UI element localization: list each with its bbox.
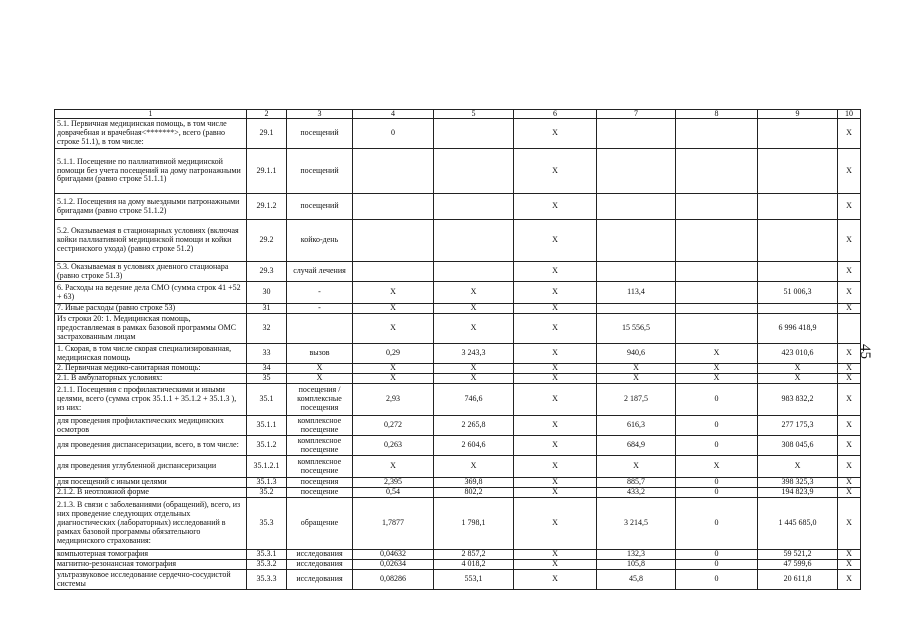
table-cell: 35.2 [247,488,287,498]
table-cell: 0 [353,119,434,149]
table-cell: посещений [287,119,353,149]
row-label: Из строки 20: 1. Медицинская помощь, предоставляемая в рамках базовой программы ОМС застрахованным лицам [55,314,247,344]
table-cell: комплексное посещение [287,456,353,478]
table-cell: X [514,262,597,282]
table-cell: 983 832,2 [758,384,838,416]
table-cell: 3 214,5 [597,498,676,550]
row-label: 5.3. Оказываемая в условиях дневного стационара (равно строке 51.3) [55,262,247,282]
table-cell: 20 611,8 [758,570,838,590]
table-cell: 2 265,8 [434,416,514,436]
table-cell: X [514,488,597,498]
table-cell: X [353,374,434,384]
table-cell [676,119,758,149]
table-cell: посещения [287,478,353,488]
table-cell: X [353,456,434,478]
table-cell [758,149,838,194]
table-cell [353,220,434,262]
table-cell: 616,3 [597,416,676,436]
table-cell: 32 [247,314,287,344]
table-cell: 369,8 [434,478,514,488]
table-cell: 2,395 [353,478,434,488]
row-label: для проведения углубленной диспансеризации [55,456,247,478]
table-cell: 35.1.2.1 [247,456,287,478]
row-label: 2. Первичная медико-санитарная помощь: [55,364,247,374]
table-cell: 3 243,3 [434,344,514,364]
table-cell: 885,7 [597,478,676,488]
table-cell: X [514,220,597,262]
table-cell: 6 996 418,9 [758,314,838,344]
table-cell: X [838,374,861,384]
table-cell: 0,272 [353,416,434,436]
table-cell: X [597,364,676,374]
table-cell: 29.2 [247,220,287,262]
table-row [55,304,861,314]
table-cell: X [353,364,434,374]
table-cell [758,304,838,314]
table-cell [353,194,434,220]
table-cell: исследования [287,570,353,590]
column-number-6: 6 [514,110,597,119]
table-row [55,364,861,374]
table-cell: 0 [676,498,758,550]
table-cell [597,220,676,262]
table-cell: X [838,436,861,456]
table-row [55,550,861,560]
table-cell [434,119,514,149]
table-cell: 0,263 [353,436,434,456]
column-number-2: 2 [247,110,287,119]
table-cell: 1 445 685,0 [758,498,838,550]
table-cell: X [676,374,758,384]
table-cell: 35.3.1 [247,550,287,560]
table-cell: X [838,344,861,364]
table-cell: случай лечения [287,262,353,282]
table-cell: X [514,364,597,374]
table-cell: 1 798,1 [434,498,514,550]
table-cell: - [287,304,353,314]
table-row [55,384,861,416]
table-cell: 0 [676,478,758,488]
table-cell: X [838,282,861,304]
table-cell: 940,6 [597,344,676,364]
table-cell: X [514,478,597,488]
table-cell: X [838,550,861,560]
table-cell: X [434,304,514,314]
table-cell: посещений [287,194,353,220]
table-cell: X [838,364,861,374]
table-cell: X [514,374,597,384]
table-cell: 433,2 [597,488,676,498]
row-label: 5.1.1. Посещение по паллиативной медицинской помощи без учета посещений на дому патронажными бригадами (равно строке 51.1.1) [55,149,247,194]
table-cell: X [353,304,434,314]
table-row [55,282,861,304]
table-cell: 0 [676,384,758,416]
row-label: 5.2. Оказываемая в стационарных условиях (включая койки паллиативной медицинской помощи и койки сестринского ухода) (равно строке 51.2) [55,220,247,262]
table-cell: 802,2 [434,488,514,498]
table-cell: 684,9 [597,436,676,456]
table-row [55,194,861,220]
column-number-9: 9 [758,110,838,119]
table-cell: X [514,119,597,149]
table-cell: комплексное посещение [287,436,353,456]
table-body [55,119,861,590]
table-cell: X [514,416,597,436]
table-cell [434,220,514,262]
table-cell: 4 018,2 [434,560,514,570]
table-cell: посещение [287,488,353,498]
table-cell: X [514,149,597,194]
table-cell: X [514,304,597,314]
table-cell: X [758,374,838,384]
table-cell [597,194,676,220]
table-cell: 553,1 [434,570,514,590]
table-cell: 105,8 [597,560,676,570]
table-cell: X [838,119,861,149]
table-cell: 2 187,5 [597,384,676,416]
table-cell [758,262,838,282]
table-cell: 0 [676,436,758,456]
table-cell: X [514,384,597,416]
column-number-8: 8 [676,110,758,119]
table-cell [676,194,758,220]
table-cell: X [676,364,758,374]
table-cell [676,262,758,282]
table-cell: 29.3 [247,262,287,282]
column-number-10: 10 [838,110,861,119]
table-cell: X [353,282,434,304]
table-row [55,149,861,194]
table-row [55,488,861,498]
table-cell: 45,8 [597,570,676,590]
table-cell: вызов [287,344,353,364]
table-cell: 0 [676,416,758,436]
table-row [55,498,861,550]
table-cell: 35.1.2 [247,436,287,456]
table-cell: X [838,570,861,590]
table-cell: 34 [247,364,287,374]
table-cell: X [838,416,861,436]
table-cell: 277 175,3 [758,416,838,436]
table-cell: X [838,456,861,478]
table-cell: исследования [287,560,353,570]
row-label: 7. Иные расходы (равно строке 53) [55,304,247,314]
row-label: для проведения диспансеризации, всего, в том числе: [55,436,247,456]
table-cell: X [838,304,861,314]
table-row [55,560,861,570]
table-cell [676,149,758,194]
table-cell: X [287,364,353,374]
table-cell: X [514,560,597,570]
table-cell [287,314,353,344]
table-cell: 0,08286 [353,570,434,590]
table-cell: X [434,364,514,374]
data-table [54,109,861,590]
table-cell: 15 556,5 [597,314,676,344]
table-cell [597,304,676,314]
table-cell: 0,54 [353,488,434,498]
table-cell: 47 599,6 [758,560,838,570]
table-row [55,314,861,344]
table-cell: X [514,436,597,456]
table-cell: 30 [247,282,287,304]
table-cell: X [514,456,597,478]
row-label: 5.1. Первичная медицинская помощь, в том числе доврачебная и врачебная<*******>, всего (равно строке 51.1), в том числе: [55,119,247,149]
table-cell: койко-день [287,220,353,262]
table-row [55,262,861,282]
row-label: 1. Скорая, в том числе скорая специализированная, медицинская помощь [55,344,247,364]
table-row [55,570,861,590]
table-cell [758,194,838,220]
table-row [55,220,861,262]
table-cell: 59 521,2 [758,550,838,560]
table-cell: 35.1.1 [247,416,287,436]
table-cell: X [287,374,353,384]
table-cell: X [838,560,861,570]
table-cell: X [758,364,838,374]
table-cell: 1,7877 [353,498,434,550]
table-cell [597,119,676,149]
row-label: для проведения профилактических медицинских осмотров [55,416,247,436]
page-number: 45 [857,344,873,359]
table-cell [676,314,758,344]
table-cell [434,262,514,282]
table-row [55,478,861,488]
row-label: ультразвуковое исследование сердечно-сосудистой системы [55,570,247,590]
table-cell: X [838,488,861,498]
table-cell: 0 [676,550,758,560]
table-cell: 0,02634 [353,560,434,570]
column-number-7: 7 [597,110,676,119]
table-cell: 398 325,3 [758,478,838,488]
row-label: 2.1.3. В связи с заболеваниями (обращений), всего, из них проведение следующих отдельных диагностических (лабораторных) исследований в рамках базовой программы обязательного медицинского страхования: [55,498,247,550]
row-label: 2.1.2. В неотложной форме [55,488,247,498]
table-cell: X [838,220,861,262]
table-cell: X [434,456,514,478]
table-cell: 35.3.3 [247,570,287,590]
table-cell [758,220,838,262]
table-cell: 2 604,6 [434,436,514,456]
table-row [55,344,861,364]
table-cell: 132,3 [597,550,676,560]
table-cell: X [597,374,676,384]
table-cell: 29.1.1 [247,149,287,194]
table-row [55,456,861,478]
table-row [55,436,861,456]
table-cell: 35.3 [247,498,287,550]
table-cell: X [514,498,597,550]
table-cell: посещения / комплексные посещения [287,384,353,416]
table-cell [758,119,838,149]
table-cell: 2,93 [353,384,434,416]
table-cell: X [514,550,597,560]
table-cell: X [838,149,861,194]
table-cell: 35.3.2 [247,560,287,570]
table-cell [434,194,514,220]
table-cell: 746,6 [434,384,514,416]
row-label: магнитно-резонансная томография [55,560,247,570]
table-cell [353,262,434,282]
table-cell: X [838,194,861,220]
row-label: 2.1.1. Посещения с профилактическими и иными целями, всего (сумма строк 35.1.1 + 35.1.2 + 35.1.3 ), из них: [55,384,247,416]
table-cell: обращение [287,498,353,550]
row-label: для посещений с иными целями [55,478,247,488]
table-cell [676,282,758,304]
table-cell [434,149,514,194]
table-row [55,374,861,384]
table-cell [597,149,676,194]
table-row [55,416,861,436]
table-cell: X [838,478,861,488]
table-cell [676,220,758,262]
table-row [55,119,861,149]
table-cell: 0,04632 [353,550,434,560]
table-cell [353,149,434,194]
table-cell: 423 010,6 [758,344,838,364]
table-cell: 0 [676,570,758,590]
table-cell: - [287,282,353,304]
table-cell: 35.1 [247,384,287,416]
table-cell: X [676,344,758,364]
table-cell: посещений [287,149,353,194]
table-cell: комплексное посещение [287,416,353,436]
table-cell: 2 857,2 [434,550,514,560]
table-cell: X [514,570,597,590]
table-cell: 113,4 [597,282,676,304]
table-cell: X [353,314,434,344]
table-cell: X [434,374,514,384]
table-cell: X [676,456,758,478]
table-cell: исследования [287,550,353,560]
table-cell: 31 [247,304,287,314]
table-cell: 308 045,6 [758,436,838,456]
table-cell [676,304,758,314]
table-cell: X [758,456,838,478]
column-number-5: 5 [434,110,514,119]
table-cell: X [838,498,861,550]
table-cell: X [514,282,597,304]
row-label: компьютерная томография [55,550,247,560]
table-cell: X [434,314,514,344]
table-cell: X [514,194,597,220]
column-number-row [55,110,861,119]
table-cell: 0 [676,560,758,570]
table-cell: 0 [676,488,758,498]
table-cell: 194 823,9 [758,488,838,498]
row-label: 2.1. В амбулаторных условиях: [55,374,247,384]
table-cell: 35.1.3 [247,478,287,488]
table-cell: X [434,282,514,304]
column-number-4: 4 [353,110,434,119]
column-number-3: 3 [287,110,353,119]
table-cell: 51 006,3 [758,282,838,304]
table-cell: 35 [247,374,287,384]
table-cell: 29.1 [247,119,287,149]
table-cell: 0,29 [353,344,434,364]
table-cell: 29.1.2 [247,194,287,220]
table-cell: X [514,314,597,344]
table-cell [838,314,861,344]
table-cell: X [597,456,676,478]
row-label: 6. Расходы на ведение дела СМО (сумма строк 41 +52 + 63) [55,282,247,304]
table-cell [597,262,676,282]
column-number-1: 1 [55,110,247,119]
table-cell: X [838,384,861,416]
table-cell: X [838,262,861,282]
table-cell: 33 [247,344,287,364]
row-label: 5.1.2. Посещения на дому выездными патронажными бригадами (равно строке 51.1.2) [55,194,247,220]
table-cell: X [514,344,597,364]
